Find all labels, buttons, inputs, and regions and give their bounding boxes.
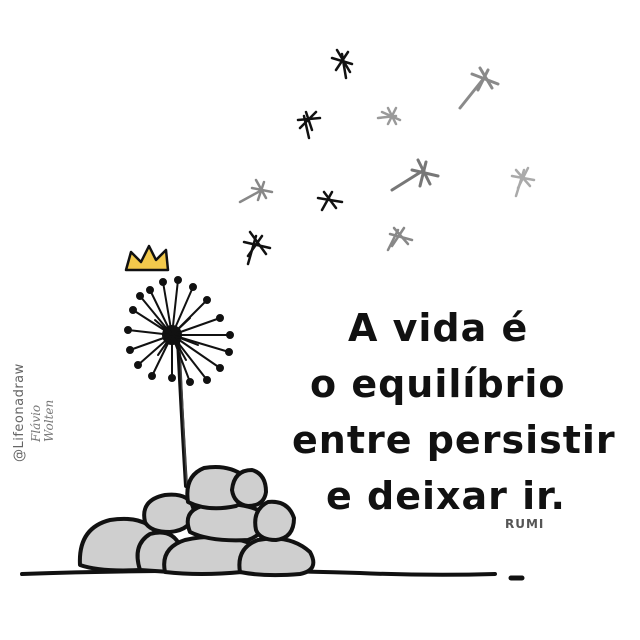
quote-text <box>292 300 616 524</box>
seed-gray-6 <box>512 168 534 196</box>
quote-line-1: A vida é <box>348 306 529 350</box>
seed-black-2 <box>298 112 320 138</box>
stone-pile <box>80 467 313 575</box>
seed-black-4 <box>244 232 270 264</box>
seed-black-3 <box>318 192 342 210</box>
quote-line-2: o equilíbrio <box>310 362 566 406</box>
signature-line-2: Wolten <box>42 399 56 442</box>
artist-signature <box>30 400 56 442</box>
seed-gray-2 <box>378 108 400 124</box>
crown-icon <box>126 246 168 270</box>
quote-line-3: entre persistir <box>292 418 616 462</box>
quote-line-4: e deixar ir. <box>326 474 566 518</box>
seed-gray-1 <box>460 68 498 108</box>
seed-gray-5 <box>388 228 412 250</box>
artist-handle: @Lifeonadraw <box>12 363 27 462</box>
quote-author: RUMI <box>505 517 545 531</box>
flying-seeds <box>240 50 534 264</box>
artist-credit <box>8 363 56 462</box>
seed-black-1 <box>332 50 352 78</box>
seed-gray-4 <box>240 180 272 202</box>
seed-gray-3 <box>392 160 438 190</box>
signature-line-1: Flávio <box>29 404 43 442</box>
